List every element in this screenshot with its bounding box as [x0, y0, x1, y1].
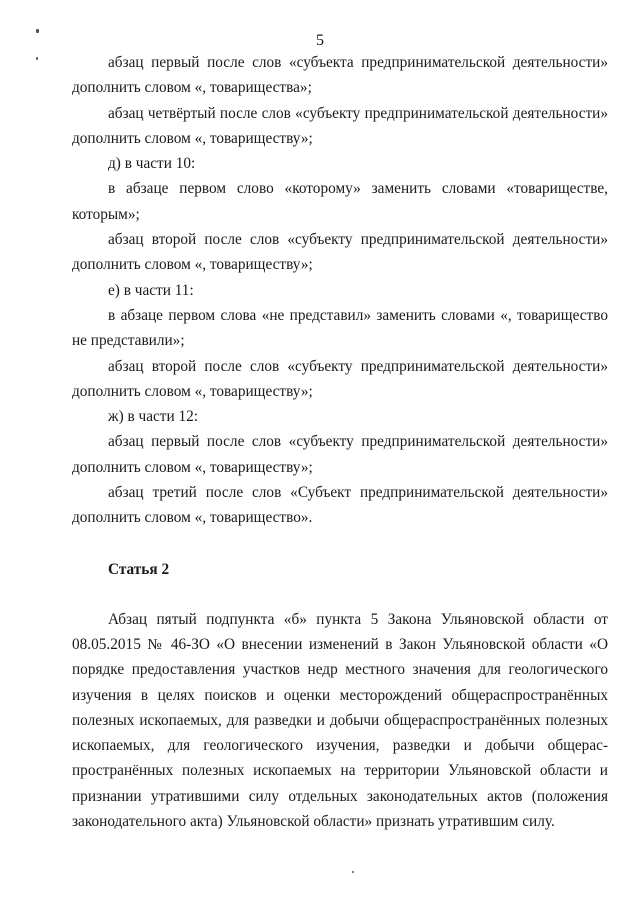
amendment-paragraph: абзац первый после слов «субъекта предпринимательской деятельности» дополнить словом «, товарищества»; — [72, 54, 608, 97]
amendment-subpoint: ж) в части 12: — [108, 408, 199, 426]
amendment-paragraph: абзац первый после слов «субъекту предпринимательской деятельности» дополнить словом «, товариществу»; — [72, 433, 608, 476]
article-heading: Статья 2 — [108, 560, 170, 578]
article-body: Абзац пятый подпункта «б» пункта 5 Закона Ульяновской области от 08.05.2015 № 46-ЗО «О внесении изменений в Закон Ульяновской области «О порядке предоставления участков недр местного значения для геологического изучения в целях поисков и оценки месторождений общераспространённых полезных ископаемых, для разведки и добычи общераспространённых полезных ископаемых, для геологического изучения, разведки и добычи общерас-пространённых полезных ископаемых на территории Ульяновской области и признании утратившими силу отдельных законодательных актов (положения законодательного акта) Ульяновской области» признать утратившим силу. — [72, 610, 608, 831]
amendment-subpoint: д) в части 10: — [108, 155, 196, 173]
document-body — [72, 50, 608, 834]
amendment-paragraph: абзац второй после слов «субъекту предпринимательской деятельности» дополнить словом «, товариществу»; — [72, 357, 608, 400]
spacer — [72, 531, 608, 557]
spacer — [72, 582, 608, 607]
scan-speck — [352, 871, 354, 873]
scan-speck — [36, 29, 39, 33]
amendment-subpoint: е) в части 11: — [108, 281, 194, 299]
amendment-paragraph: абзац третий после слов «Субъект предпринимательской деятельности» дополнить словом «, товарищество». — [72, 484, 608, 527]
scan-speck — [36, 57, 38, 60]
page-number: 5 — [316, 32, 324, 49]
amendment-paragraph: абзац второй после слов «субъекту предпринимательской деятельности» дополнить словом «, товариществу»; — [72, 231, 608, 274]
amendment-paragraph: в абзаце первом слово «которому» заменить словами «товариществе, которым»; — [72, 180, 608, 223]
amendment-paragraph: в абзаце первом слова «не представил» заменить словами «, товарищество не представили»; — [72, 306, 608, 350]
amendment-paragraph: абзац четвёртый после слов «субъекту предпринимательской деятельности» дополнить словом «, товариществу»; — [72, 104, 608, 147]
